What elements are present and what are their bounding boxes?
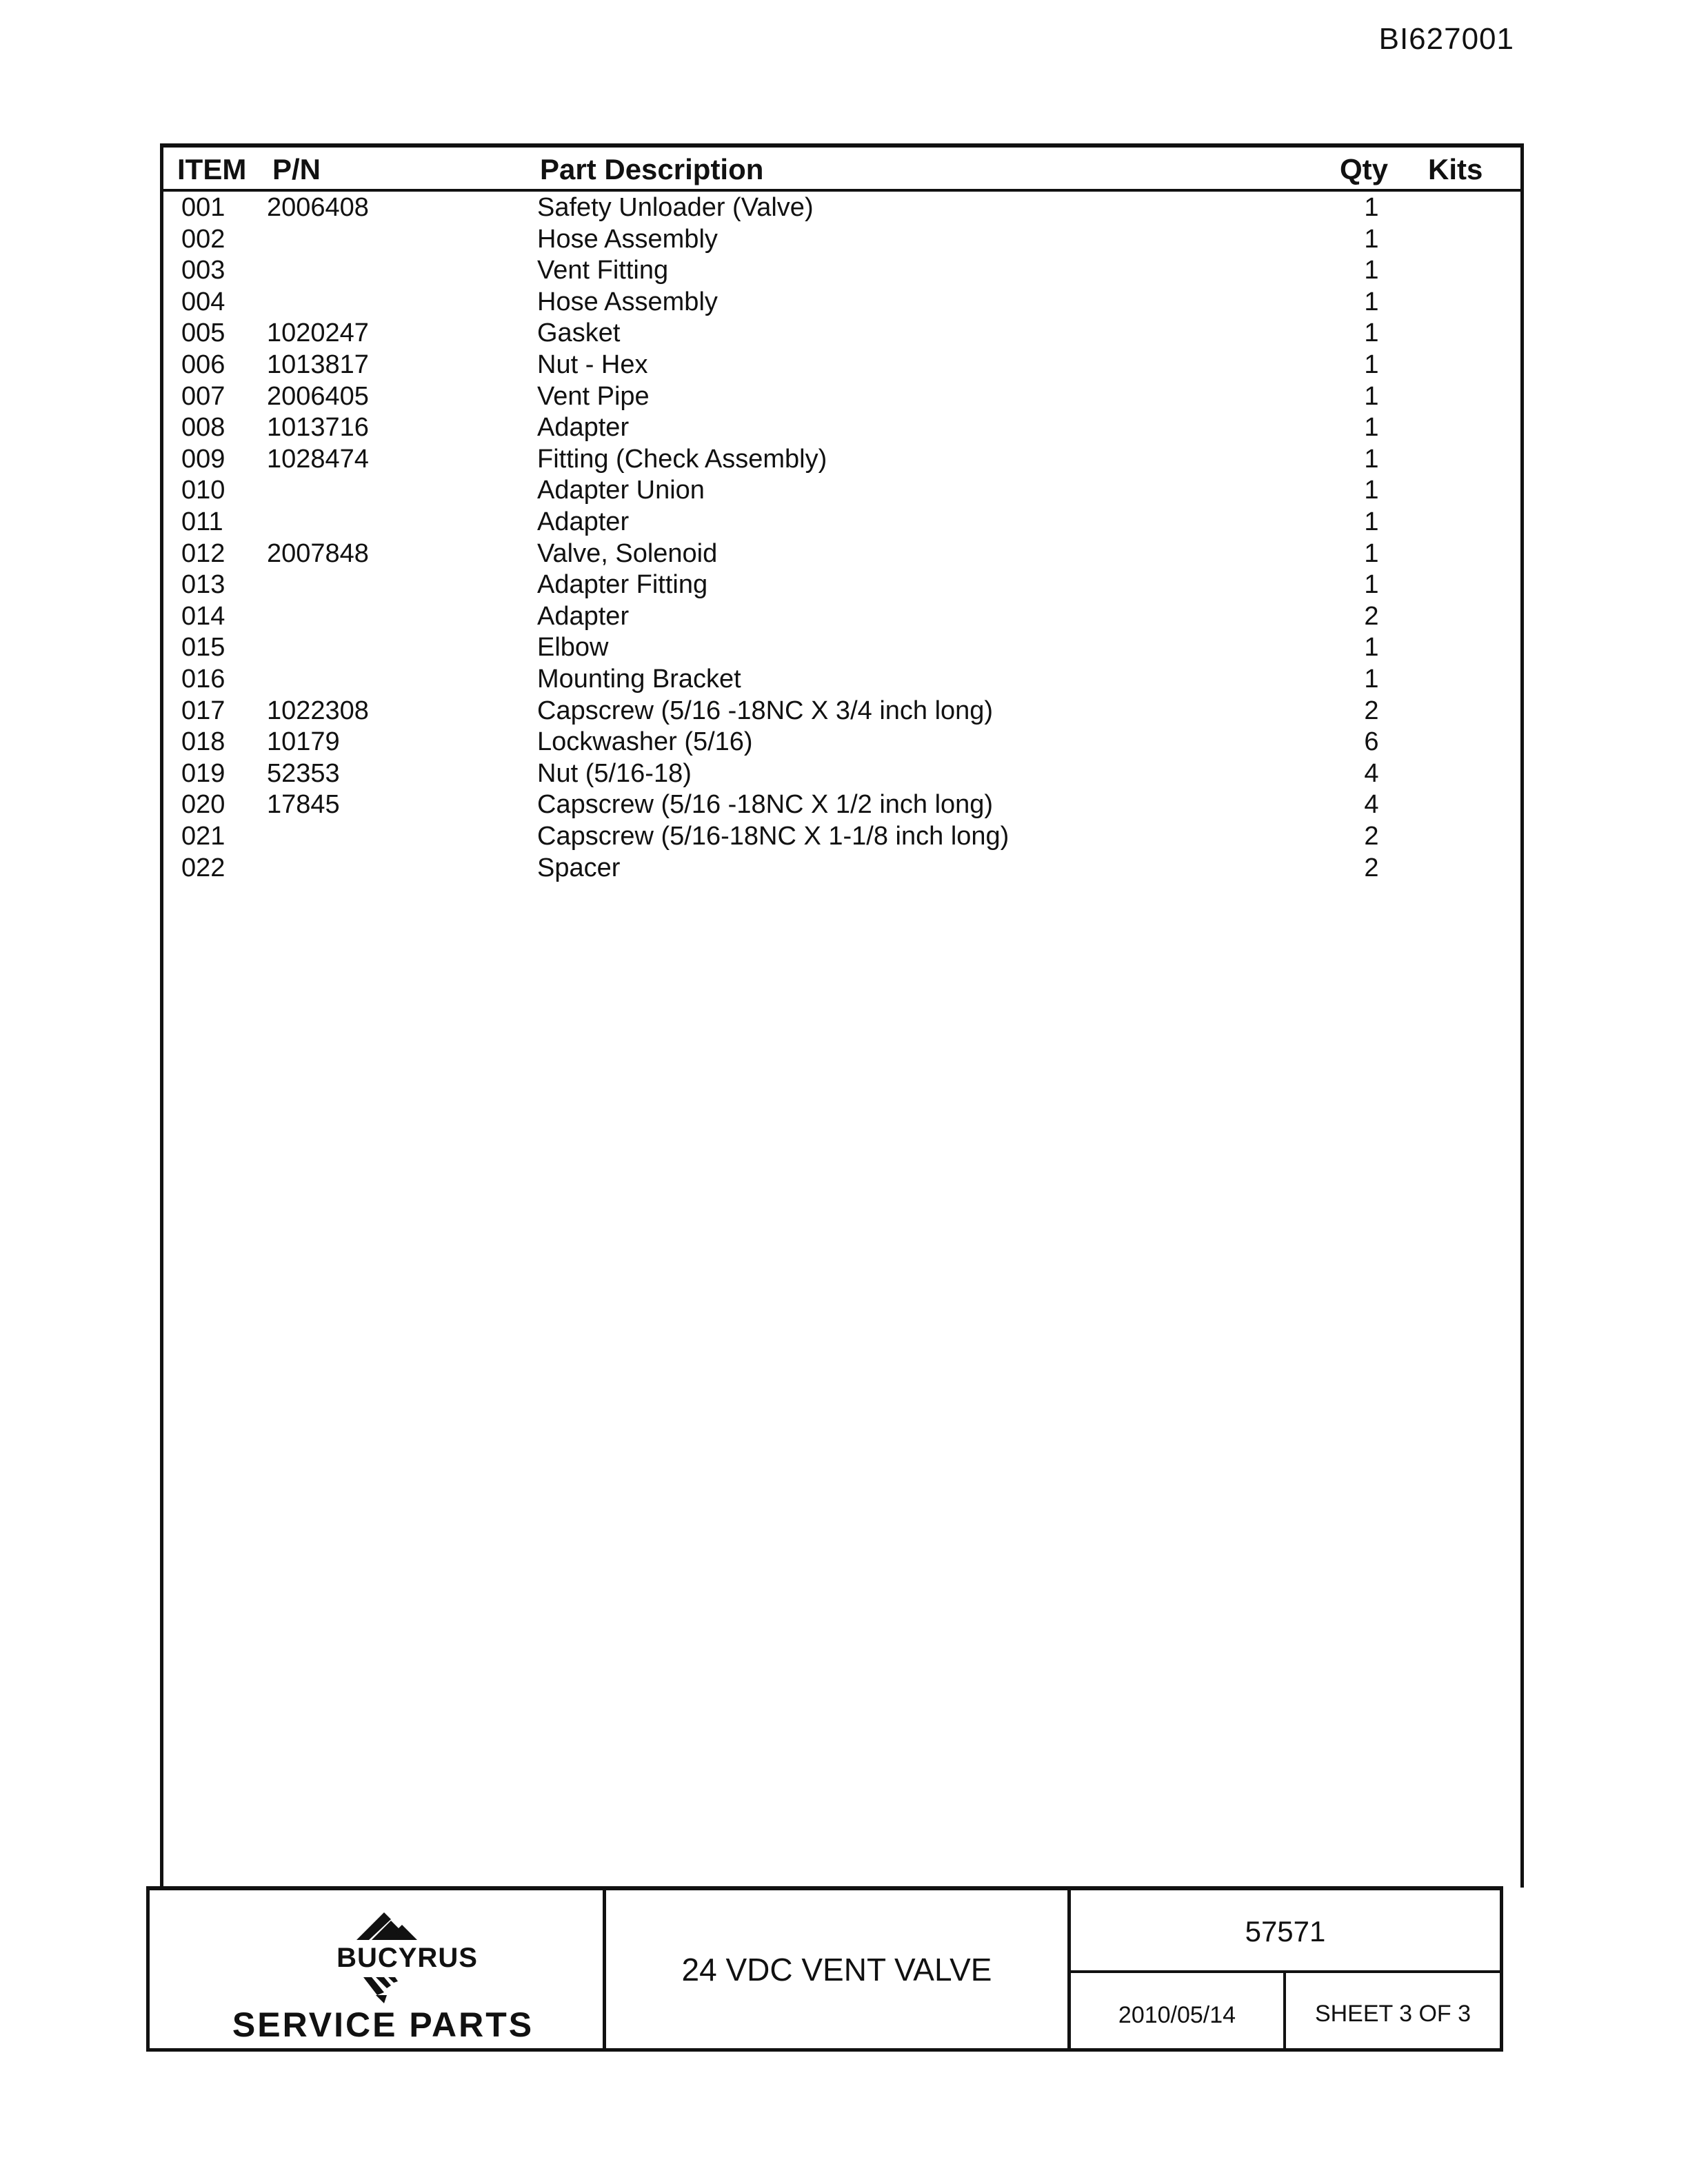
- part-number-cell: 2006408: [267, 193, 369, 222]
- drawing-number: 57571: [1071, 1890, 1500, 1973]
- table-row: [163, 602, 1520, 633]
- item-cell: 009: [181, 444, 225, 474]
- table-row: [163, 570, 1520, 601]
- qty-cell: 1: [1364, 287, 1379, 316]
- table-row: [163, 696, 1520, 727]
- qty-cell: 1: [1364, 381, 1379, 411]
- item-cell: 007: [181, 381, 225, 411]
- title-block: [146, 1886, 1503, 2052]
- qty-cell: 2: [1364, 822, 1379, 851]
- qty-cell: 1: [1364, 413, 1379, 443]
- table-row: [163, 193, 1520, 224]
- qty-cell: 2: [1364, 696, 1379, 725]
- table-row: [163, 507, 1520, 538]
- qty-cell: 4: [1364, 758, 1379, 788]
- description-cell: Hose Assembly: [537, 287, 718, 316]
- item-cell: 013: [181, 570, 225, 600]
- header-qty: Qty: [1340, 153, 1389, 185]
- header-kits: Kits: [1428, 153, 1483, 185]
- qty-cell: 1: [1364, 665, 1379, 694]
- part-number-cell: 1028474: [267, 444, 369, 474]
- qty-cell: 1: [1364, 318, 1379, 348]
- qty-cell: 1: [1364, 633, 1379, 663]
- table-row: [163, 413, 1520, 444]
- description-cell: Mounting Bracket: [537, 665, 741, 694]
- description-cell: Capscrew (5/16 -18NC X 3/4 inch long): [537, 696, 994, 725]
- qty-cell: 1: [1364, 256, 1379, 285]
- item-cell: 017: [181, 696, 225, 725]
- part-number-cell: 1013817: [267, 350, 369, 379]
- item-cell: 018: [181, 727, 225, 757]
- header-description: Part Description: [540, 153, 764, 185]
- description-cell: Lockwasher (5/16): [537, 727, 753, 757]
- header-pn: P/N: [272, 153, 321, 185]
- item-cell: 022: [181, 853, 225, 882]
- description-cell: Capscrew (5/16-18NC X 1-1/8 inch long): [537, 822, 1009, 851]
- item-cell: 021: [181, 822, 225, 851]
- item-cell: 012: [181, 538, 225, 568]
- description-cell: Adapter: [537, 507, 630, 536]
- description-cell: Nut - Hex: [537, 350, 648, 379]
- item-cell: 019: [181, 758, 225, 788]
- description-cell: Capscrew (5/16 -18NC X 1/2 inch long): [537, 790, 994, 820]
- sheet-field: SHEET 3 OF 3: [1314, 2001, 1471, 2027]
- description-cell: Nut (5/16-18): [537, 758, 692, 788]
- table-row: [163, 287, 1520, 318]
- description-cell: Vent Fitting: [537, 256, 669, 285]
- description-cell: Safety Unloader (Valve): [537, 193, 814, 222]
- table-row: [163, 539, 1520, 570]
- item-cell: 002: [181, 224, 225, 254]
- table-row: [163, 476, 1520, 507]
- item-cell: 014: [181, 601, 225, 631]
- service-parts-label: SERVICE PARTS: [232, 2005, 534, 2044]
- part-number-cell: 52353: [267, 758, 340, 788]
- table-row: [163, 853, 1520, 884]
- qty-cell: 6: [1364, 727, 1379, 757]
- header-item: ITEM: [177, 153, 247, 185]
- table-row: [163, 633, 1520, 664]
- part-number-cell: 2007848: [267, 538, 369, 568]
- table-row: [163, 445, 1520, 476]
- title-cell: [606, 1890, 1071, 2048]
- table-header: [163, 148, 1520, 192]
- table-row: [163, 382, 1520, 413]
- item-cell: 020: [181, 790, 225, 820]
- drawing-title: 24 VDC VENT VALVE: [681, 1952, 992, 1988]
- description-cell: Adapter: [537, 601, 630, 631]
- description-cell: Valve, Solenoid: [537, 538, 718, 568]
- logo-cell: [150, 1890, 606, 2048]
- part-number-cell: 1013716: [267, 413, 369, 443]
- part-number-cell: 17845: [267, 790, 340, 820]
- description-cell: Gasket: [537, 318, 621, 348]
- table-row: [163, 790, 1520, 821]
- table-row: [163, 256, 1520, 287]
- table-row: [163, 822, 1520, 853]
- qty-cell: 2: [1364, 853, 1379, 882]
- table-row: [163, 759, 1520, 790]
- table-row: [163, 318, 1520, 350]
- qty-cell: 1: [1364, 444, 1379, 474]
- qty-cell: 1: [1364, 538, 1379, 568]
- qty-cell: 1: [1364, 193, 1379, 222]
- table-row: [163, 225, 1520, 256]
- qty-cell: 1: [1364, 476, 1379, 505]
- qty-cell: 4: [1364, 790, 1379, 820]
- item-cell: 001: [181, 193, 225, 222]
- qty-cell: 1: [1364, 507, 1379, 536]
- description-cell: Adapter Union: [537, 476, 705, 505]
- part-number-cell: 1022308: [267, 696, 369, 725]
- table-row: [163, 350, 1520, 381]
- part-number-cell: 10179: [267, 727, 340, 757]
- table-row: [163, 665, 1520, 696]
- item-cell: 010: [181, 476, 225, 505]
- part-number-cell: 1020247: [267, 318, 369, 348]
- description-cell: Fitting (Check Assembly): [537, 444, 827, 474]
- date-field: 2010/05/14: [1071, 1973, 1286, 2048]
- description-cell: Adapter Fitting: [537, 570, 708, 600]
- item-cell: 004: [181, 287, 225, 316]
- item-cell: 006: [181, 350, 225, 379]
- table-row: [163, 727, 1520, 758]
- item-cell: 005: [181, 318, 225, 348]
- qty-cell: 1: [1364, 570, 1379, 600]
- qty-cell: 2: [1364, 601, 1379, 631]
- brand-name: BUCYRUS: [336, 1943, 478, 1973]
- description-cell: Elbow: [537, 633, 609, 663]
- item-cell: 011: [181, 507, 223, 536]
- item-cell: 008: [181, 413, 225, 443]
- item-cell: 015: [181, 633, 225, 663]
- info-cell: [1071, 1890, 1500, 2048]
- qty-cell: 1: [1364, 224, 1379, 254]
- item-cell: 003: [181, 256, 225, 285]
- part-number-cell: 2006405: [267, 381, 369, 411]
- item-cell: 016: [181, 665, 225, 694]
- qty-cell: 1: [1364, 350, 1379, 379]
- description-cell: Spacer: [537, 853, 621, 882]
- document-id: BI627001: [1378, 22, 1514, 56]
- description-cell: Adapter: [537, 413, 630, 443]
- parts-table: [160, 143, 1524, 1888]
- description-cell: Vent Pipe: [537, 381, 650, 411]
- description-cell: Hose Assembly: [537, 224, 718, 254]
